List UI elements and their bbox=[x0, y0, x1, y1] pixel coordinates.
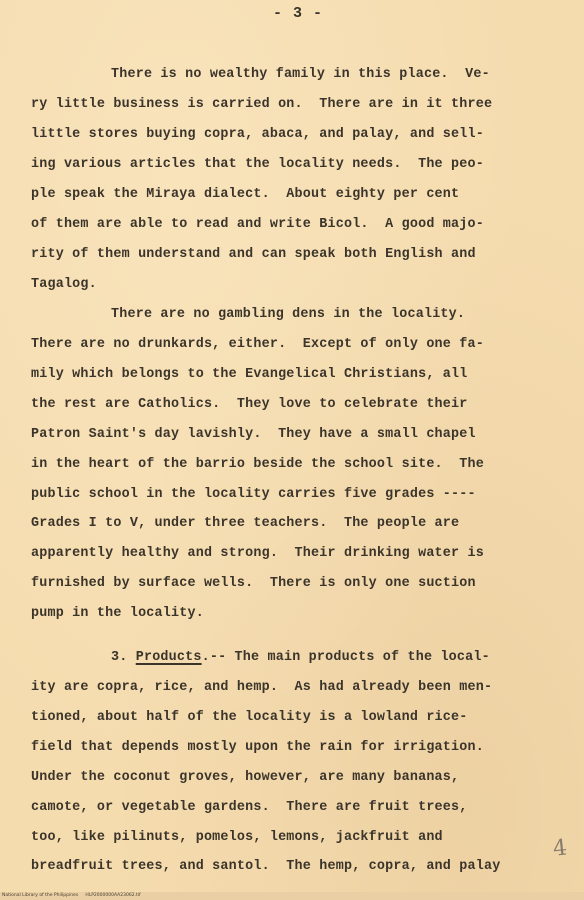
text-line: too, like pilinuts, pomelos, lemons, jackfruit and bbox=[31, 830, 443, 845]
text-line: ity are copra, rice, and hemp. As had already been men- bbox=[31, 680, 493, 695]
text-line: ple speak the Miraya dialect. About eighty per cent bbox=[31, 187, 460, 202]
section-number: 3. bbox=[111, 650, 136, 665]
text-line: Under the coconut groves, however, are many bananas, bbox=[31, 770, 460, 785]
text-line: tioned, about half of the locality is a lowland rice- bbox=[31, 710, 468, 725]
text-line: There are no gambling dens in the locality. bbox=[111, 307, 466, 322]
text-line: mily which belongs to the Evangelical Christians, all bbox=[31, 367, 468, 382]
text-line: of them are able to read and write Bicol. A good majo- bbox=[31, 217, 484, 232]
text-line: the rest are Catholics. They love to celebrate their bbox=[31, 397, 468, 412]
scan-footer: National Library of the Philippines HLP2000000AA23062.tif bbox=[0, 892, 584, 900]
text-line: field that depends mostly upon the rain for irrigation. bbox=[31, 740, 484, 755]
text-line: ry little business is carried on. There are in it three bbox=[31, 97, 493, 112]
section-heading: Products bbox=[135, 650, 202, 665]
section-heading-rest: .-- The main products of the local- bbox=[201, 650, 490, 665]
text-line: furnished by surface wells. There is only one suction bbox=[31, 576, 476, 591]
text-line: rity of them understand and can speak both English and bbox=[31, 247, 476, 262]
text-line: public school in the locality carries five grades ---- bbox=[31, 487, 476, 502]
text-line: pump in the locality. bbox=[31, 606, 204, 621]
text-line: ing various articles that the locality needs. The peo- bbox=[31, 157, 484, 172]
text-line: Tagalog. bbox=[31, 277, 97, 292]
text-line: Patron Saint's day lavishly. They have a small chapel bbox=[31, 427, 476, 442]
text-line: Grades I to V, under three teachers. The people are bbox=[31, 516, 460, 531]
section-heading-line bbox=[111, 650, 490, 666]
text-line: little stores buying copra, abaca, and palay, and sell- bbox=[31, 127, 484, 142]
handwritten-page-mark: 4 bbox=[551, 835, 569, 862]
page-number: - 3 - bbox=[272, 5, 323, 22]
text-line: camote, or vegetable gardens. There are fruit trees, bbox=[31, 800, 468, 815]
text-line: in the heart of the barrio beside the school site. The bbox=[31, 457, 484, 472]
text-line: apparently healthy and strong. Their drinking water is bbox=[31, 546, 484, 561]
text-line: There is no wealthy family in this place. Ve- bbox=[111, 67, 490, 82]
text-line: breadfruit trees, and santol. The hemp, copra, and palay bbox=[31, 859, 501, 874]
text-line: There are no drunkards, either. Except of only one fa- bbox=[31, 337, 484, 352]
